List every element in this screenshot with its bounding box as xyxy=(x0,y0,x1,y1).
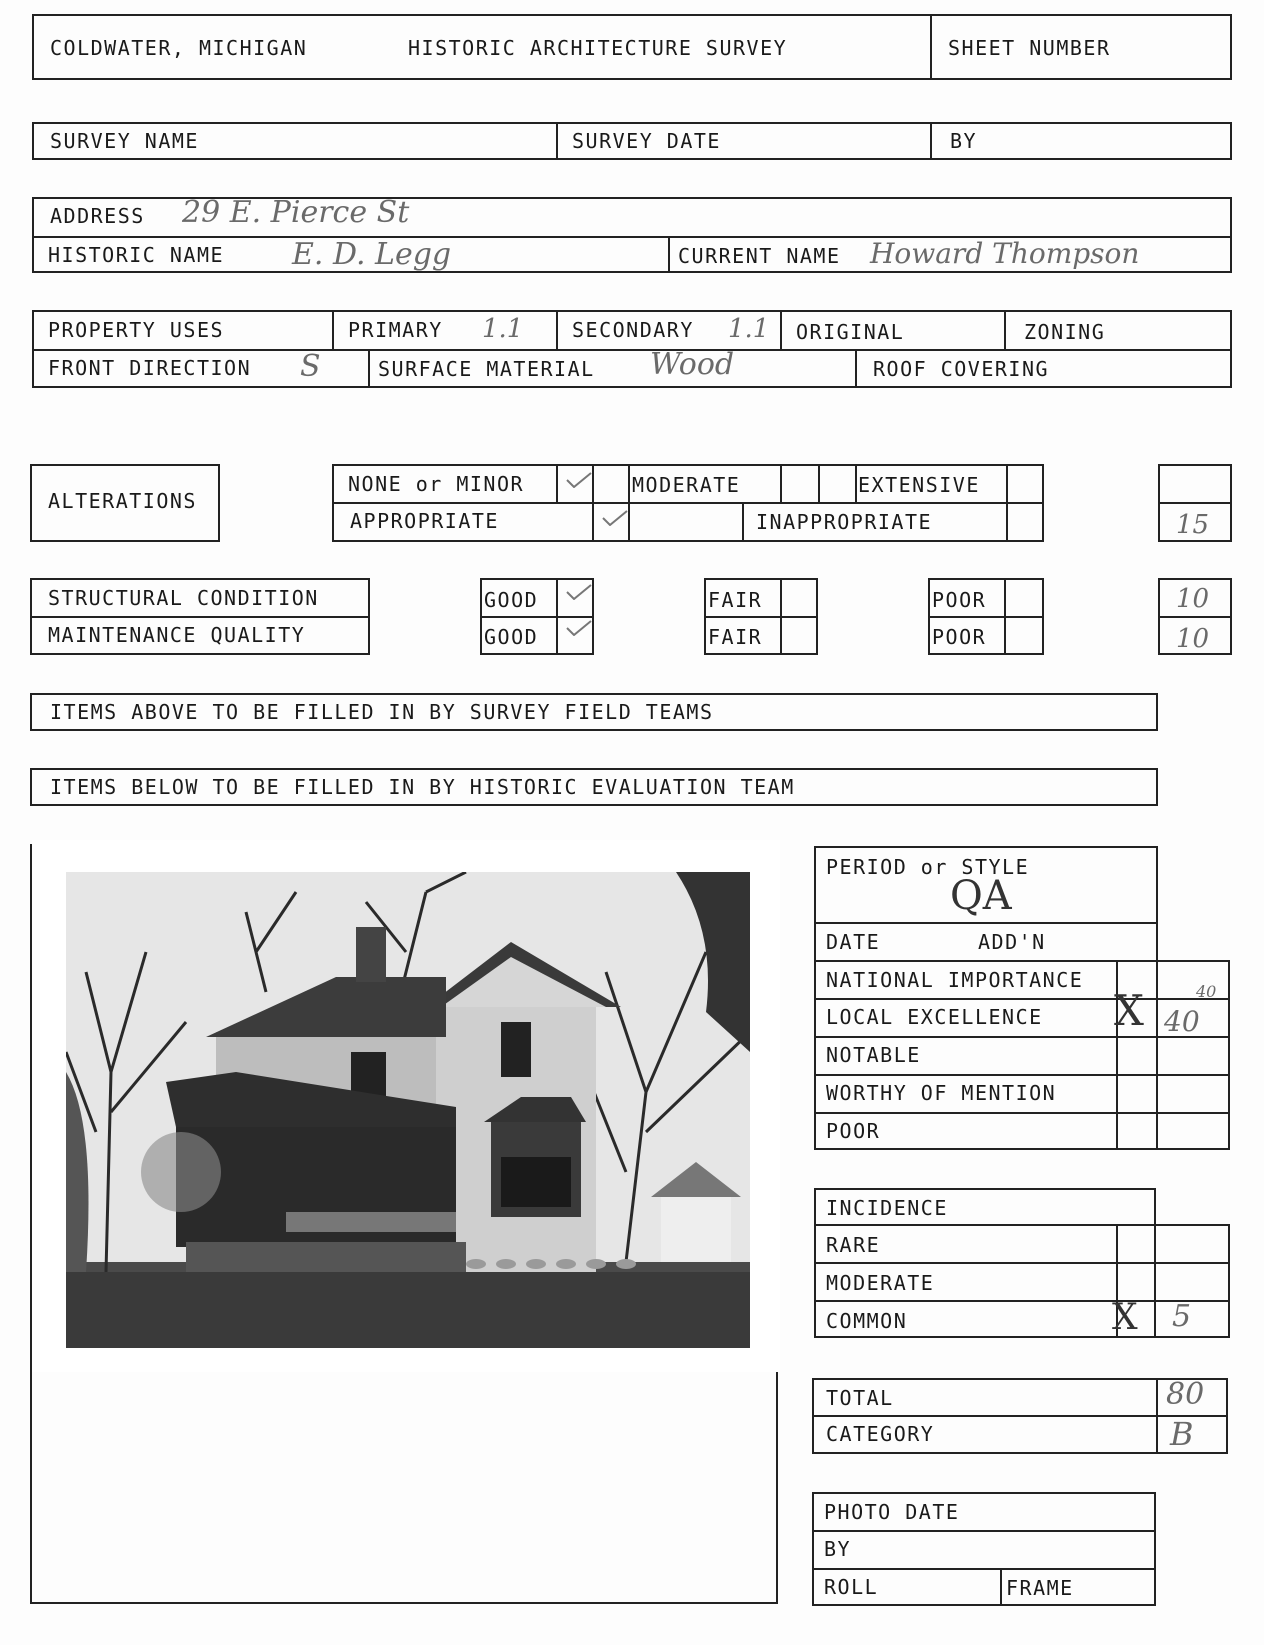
period-value: QA xyxy=(950,873,1012,919)
eval-poor-label: POOR xyxy=(826,1119,881,1143)
appropriate-check-icon xyxy=(602,510,628,526)
sheet-number-label: SHEET NUMBER xyxy=(948,36,1111,60)
poor-col xyxy=(1004,578,1006,655)
alterations-label: ALTERATIONS xyxy=(48,489,197,513)
photo-date-label: PHOTO DATE xyxy=(824,1500,960,1524)
uses-div-2 xyxy=(556,310,558,349)
structural-good-label: GOOD xyxy=(484,588,539,612)
total-label: TOTAL xyxy=(826,1386,894,1410)
alt-div-c xyxy=(628,464,630,542)
structural-fair-label: FAIR xyxy=(708,588,763,612)
fair-divider xyxy=(704,616,818,618)
historic-name-value: E. D. Legg xyxy=(292,237,452,272)
inc-line-2 xyxy=(814,1262,1230,1264)
survey-name-label: SURVEY NAME xyxy=(50,129,199,153)
current-name-divider xyxy=(668,236,670,273)
surface-material-label: SURFACE MATERIAL xyxy=(378,357,595,381)
inc-line-3 xyxy=(814,1300,1230,1302)
incidence-moderate-label: MODERATE xyxy=(826,1271,935,1295)
survey-divider-2 xyxy=(930,122,932,160)
common-score: 5 xyxy=(1172,1299,1192,1334)
uses-div-6 xyxy=(855,349,857,388)
roof-covering-label: ROOF COVERING xyxy=(873,357,1050,381)
local-score-small: 40 xyxy=(1196,982,1217,1001)
secondary-value: 1.1 xyxy=(728,314,770,344)
alt-div-e xyxy=(818,464,820,502)
good-divider xyxy=(480,616,594,618)
local-mark: X xyxy=(1114,986,1144,1035)
uses-div-3 xyxy=(780,310,782,349)
eval-score-bottom xyxy=(1156,1148,1230,1150)
photo-info-line-1 xyxy=(812,1530,1156,1532)
category-label: CATEGORY xyxy=(826,1422,935,1446)
address-label: ADDRESS xyxy=(50,204,145,228)
category-value: B xyxy=(1170,1415,1194,1453)
eval-score-right xyxy=(1228,960,1230,1150)
current-name-value: Howard Thompson xyxy=(870,237,1140,270)
worthy-label: WORTHY OF MENTION xyxy=(826,1081,1057,1105)
roll-label: ROLL xyxy=(824,1575,879,1599)
date-label: DATE xyxy=(826,930,881,954)
zoning-label: ZONING xyxy=(1024,320,1106,344)
common-label: COMMON xyxy=(826,1309,908,1333)
eval-line-3 xyxy=(814,998,1230,1000)
inc-score-bottom xyxy=(1156,1336,1230,1338)
front-direction-value: S xyxy=(300,349,321,384)
historic-name-label: HISTORIC NAME xyxy=(48,243,225,267)
frame-label: FRAME xyxy=(1006,1576,1074,1600)
common-mark: X xyxy=(1112,1297,1138,1338)
local-label: LOCAL EXCELLENCE xyxy=(826,1005,1043,1029)
original-label: ORIGINAL xyxy=(796,320,905,344)
photo-by-label: BY xyxy=(824,1537,852,1561)
photo-info-line-2 xyxy=(812,1568,1156,1570)
alterations-row-divider xyxy=(332,502,1044,504)
front-direction-label: FRONT DIRECTION xyxy=(48,356,252,380)
inappropriate-label: INAPPROPRIATE xyxy=(756,510,933,534)
inc-line-1 xyxy=(814,1224,1230,1226)
maintenance-label: MAINTENANCE QUALITY xyxy=(48,623,306,647)
addn-label: ADD'N xyxy=(978,930,1046,954)
survey-divider-1 xyxy=(556,122,558,160)
maintenance-score: 10 xyxy=(1176,624,1210,654)
maintenance-fair-label: FAIR xyxy=(708,625,763,649)
surface-material-value: Wood xyxy=(650,347,735,382)
header-divider xyxy=(930,14,932,80)
note-above: ITEMS ABOVE TO BE FILLED IN BY SURVEY FIELD TEAMS xyxy=(50,700,714,724)
city-label: COLDWATER, MICHIGAN xyxy=(50,36,308,60)
house-photo-image xyxy=(66,872,750,1348)
alt-div-h xyxy=(1006,464,1008,542)
maintenance-good-label: GOOD xyxy=(484,625,539,649)
eval-line-6 xyxy=(814,1112,1230,1114)
inc-score-right xyxy=(1228,1224,1230,1338)
address-value: 29 E. Pierce St xyxy=(182,195,410,230)
primary-label: PRIMARY xyxy=(348,318,443,342)
survey-by-label: BY xyxy=(950,129,978,153)
local-score: 40 xyxy=(1164,1005,1200,1038)
fair-col xyxy=(780,578,782,655)
none-minor-label: NONE or MINOR xyxy=(348,472,525,496)
uses-div-4 xyxy=(1004,310,1006,349)
eval-line-2 xyxy=(814,960,1230,962)
photo-info-frame-col xyxy=(1000,1568,1002,1606)
appropriate-label: APPROPRIATE xyxy=(350,509,499,533)
totals-divider xyxy=(812,1415,1228,1417)
maintenance-good-check-icon xyxy=(566,620,592,636)
alt-div-d xyxy=(780,464,782,502)
extensive-label: EXTENSIVE xyxy=(858,473,980,497)
uses-div-1 xyxy=(332,310,334,349)
poor-divider xyxy=(928,616,1044,618)
house-photo xyxy=(32,840,780,1372)
period-label: PERIOD or STYLE xyxy=(826,855,1030,879)
good-col xyxy=(556,578,558,655)
none-minor-check-icon xyxy=(566,472,592,488)
total-value: 80 xyxy=(1166,1377,1205,1412)
moderate-label: MODERATE xyxy=(632,473,741,497)
condition-label-divider xyxy=(30,616,370,618)
alterations-score: 15 xyxy=(1176,510,1210,540)
alterations-score-divider xyxy=(1158,502,1232,504)
eval-line-5 xyxy=(814,1074,1230,1076)
survey-title: HISTORIC ARCHITECTURE SURVEY xyxy=(408,36,788,60)
uses-row-divider xyxy=(32,349,1232,351)
property-uses-label: PROPERTY USES xyxy=(48,318,225,342)
alt-div-g xyxy=(742,502,744,542)
condition-score-divider xyxy=(1158,616,1232,618)
primary-value: 1.1 xyxy=(482,314,524,344)
note-below: ITEMS BELOW TO BE FILLED IN BY HISTORIC EVALUATION TEAM xyxy=(50,775,795,799)
maintenance-poor-label: POOR xyxy=(932,625,987,649)
incidence-label: INCIDENCE xyxy=(826,1196,948,1220)
structural-score: 10 xyxy=(1176,584,1210,614)
structural-good-check-icon xyxy=(566,584,592,600)
alt-div-a xyxy=(556,464,558,502)
survey-date-label: SURVEY DATE xyxy=(572,129,721,153)
eval-line-1 xyxy=(814,922,1158,924)
alt-div-f xyxy=(855,464,857,502)
secondary-label: SECONDARY xyxy=(572,318,694,342)
structural-poor-label: POOR xyxy=(932,588,987,612)
alt-div-b xyxy=(592,464,594,542)
rare-label: RARE xyxy=(826,1233,881,1257)
notable-label: NOTABLE xyxy=(826,1043,921,1067)
structural-label: STRUCTURAL CONDITION xyxy=(48,586,319,610)
totals-col xyxy=(1156,1378,1158,1454)
current-name-label: CURRENT NAME xyxy=(678,244,841,268)
national-label: NATIONAL IMPORTANCE xyxy=(826,968,1084,992)
uses-div-5 xyxy=(368,349,370,388)
